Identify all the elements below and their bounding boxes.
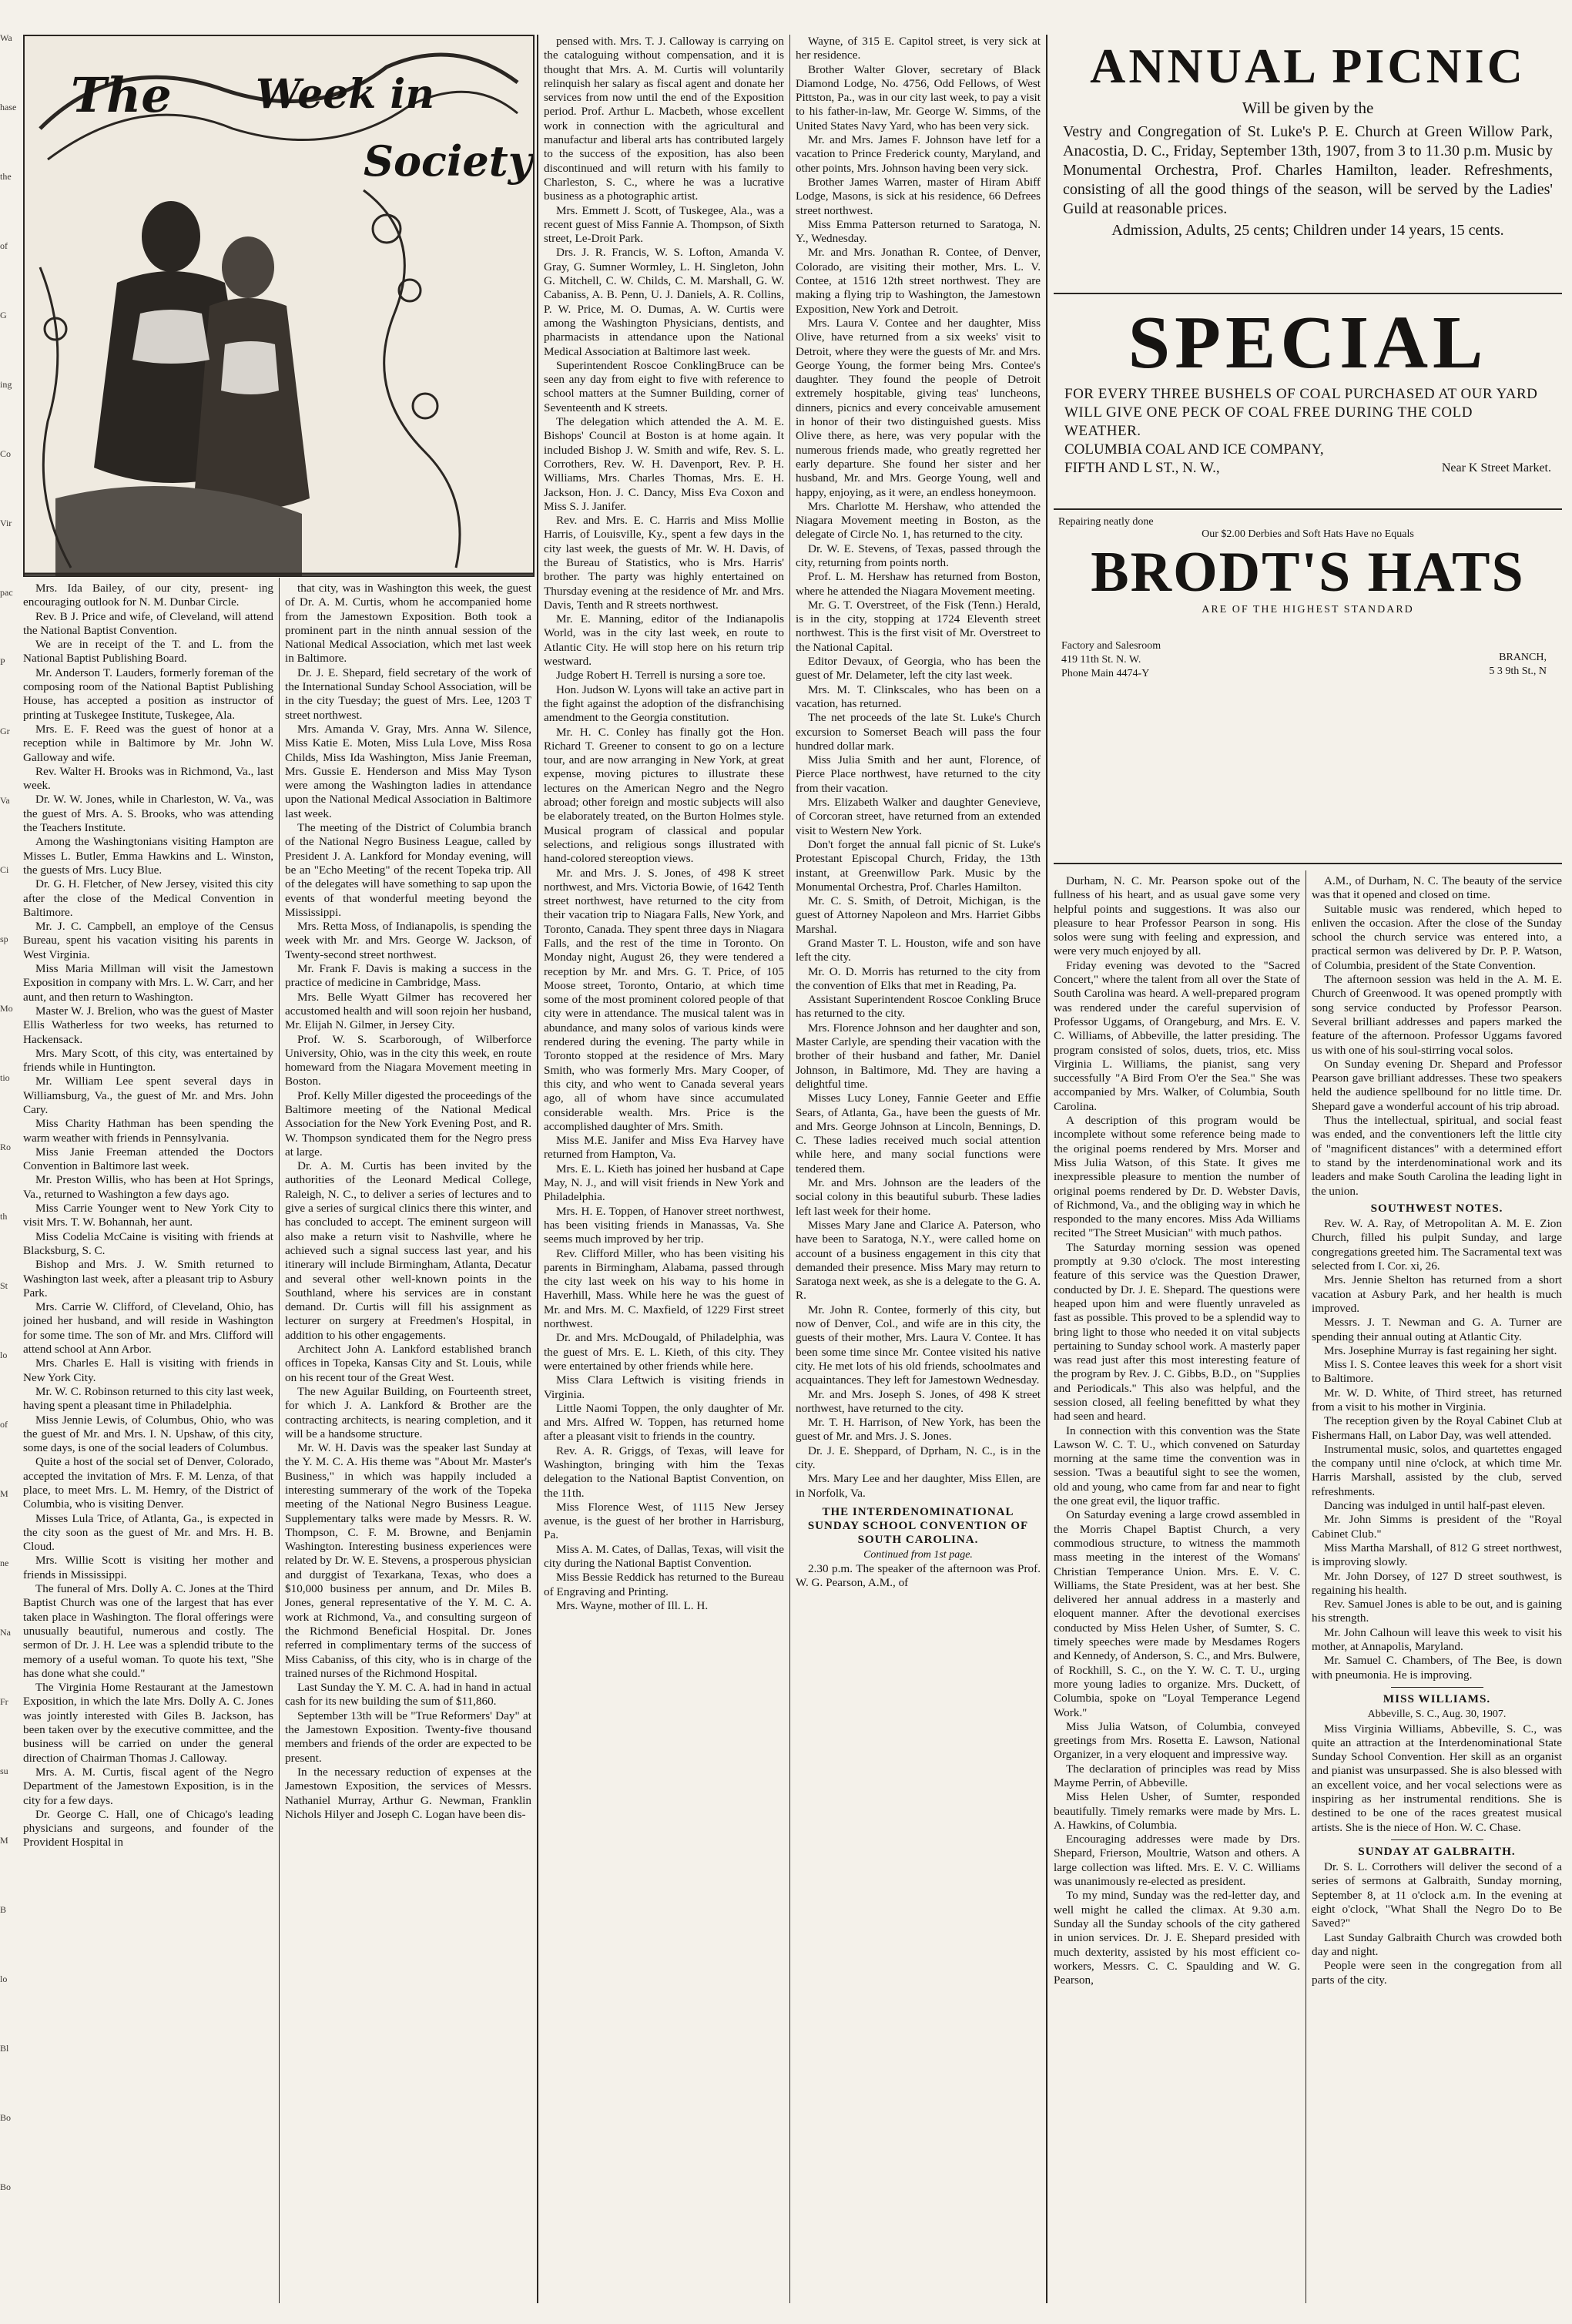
southwest-item: Rev. Samuel Jones is able to be out, and is gaining his strength. [1312,1598,1562,1625]
society-item: Mrs. M. T. Clinkscales, who has been on a vacation, has returned. [796,682,1041,710]
society-item: Mr. C. S. Smith, of Detroit, Michigan, is the guest of Attorney Napoleon and Mrs. Harriet Gibbs Marshal. [796,894,1041,936]
hats-branch: BRANCH, [1499,652,1547,663]
fragment-word: G [0,310,7,320]
society-item: The Virginia Home Restaurant at the Jamestown Exposition, in which the late Mrs. Dolly A. C. Jones was jointly interested with Giles B. Jackson, has been taken over by the executive committee, and the business will be carried on under the general direction of Chairman Thomas J. Calloway. [23,1681,273,1765]
picnic-admission: Admission, Adults, 25 cents; Children under 14 years, 15 cents. [1111,222,1504,239]
convention-paragraph: The declaration of principles was read by Miss Mayme Perrin, of Abbeville. [1054,1762,1300,1789]
southwest-item: Mr. W. D. White, of Third street, has returned from a visit to his mother in Virginia. [1312,1386,1562,1414]
hats-factory-block [1061,639,1161,681]
masthead-title-week: Week in [256,71,435,118]
sunday-school-heading: THE INTERDENOMINATIONAL SUNDAY SCHOOL CONVENTION OF SOUTH CAROLINA. [807,1505,1029,1546]
southwest-item: Instrumental music, solos, and quartettes engaged the company until nine o'clock, at which time Mr. Harris Marshall, assisted by the club, served refreshments. [1312,1442,1562,1498]
galbraith-notes [1312,1860,1562,1987]
galbraith-heading: SUNDAY AT GALBRAITH. [1358,1844,1516,1858]
society-item: Dr. G. H. Fletcher, of New Jersey, visited this city after the close of the Medical Convention in Baltimore. [23,877,273,919]
society-item: Misses Lucy Loney, Fannie Geeter and Effie Sears, of Atlanta, Ga., have been the guests of Mr. and Mrs. George Johnson at Lincoln, Bennings, D. C. These ladies received much social attention while here, and many social functions were tendered them. [796,1092,1041,1175]
society-item: Brother James Warren, master of Hiram Abiff Lodge, Masons, is sick at his residence, 66 Defrees street northwest. [796,175,1041,217]
section-divider [1391,1687,1483,1688]
hats-branch-block [1489,651,1547,679]
fragment-word: su [0,1766,8,1776]
southwest-item: Messrs. J. T. Newman and G. A. Turner are spending their annual outing at Atlantic City. [1312,1316,1562,1343]
galbraith-item: People were seen in the congregation from all parts of the city. [1312,1959,1562,1987]
society-item: Prof. W. S. Scarborough, of Wilberforce University, Ohio, was in the city this week, en route homeward from the Niagara Movement meeting in Boston. [285,1032,531,1088]
society-item: Miss Codelia McCaine is visiting with friends at Blacksburg, S. C. [23,1229,273,1257]
masthead-title-society: Society [364,136,533,186]
society-item: Mrs. Retta Moss, of Indianapolis, is spending the week with Mr. and Mrs. George W. Jackson, of Twenty-second street northwest. [285,920,531,961]
continued-note: Continued from 1st page. [863,1548,973,1561]
fragment-word: St [0,1280,8,1291]
brodts-hats-ad [1054,516,1562,864]
society-item: Mr. J. C. Campbell, an employe of the Census Bureau, spent his vacation visiting his parents in West Virginia. [23,920,273,961]
society-item: Miss Jennie Lewis, of Columbus, Ohio, who was the guest of Mr. and Mrs. I. N. Upshaw, of this city, some days, is one of the social leaders of Columbus. [23,1413,273,1455]
society-item: Editor Devaux, of Georgia, who has been the guest of Mr. Delameter, left the city last week. [796,655,1041,682]
southwest-item: Rev. W. A. Ray, of Metropolitan A. M. E. Zion Church, filled his pulpit Sunday, and large congregations greeted him. The Sacramental text was selected from I. Cor. xi, 26. [1312,1217,1562,1273]
convention-paragraph: Miss Helen Usher, of Sumter, responded beautifully. Timely remarks were made by Mrs. L. A. Hawkins, of Columbia. [1054,1790,1300,1832]
society-item: Mr. G. T. Overstreet, of the Fisk (Tenn.) Herald, is in the city, stopping at 1724 Eleventh street northwest. This is the first visit of Mr. Overstreet to the National Capital. [796,598,1041,654]
society-item: Misses Lula Trice, of Atlanta, Ga., is expected in the city soon as the guest of Mr. and Mrs. H. B. Cloud. [23,1511,273,1554]
special-address-row [1054,459,1562,478]
section-divider [1391,1839,1483,1840]
fragment-word: Co [0,448,12,459]
southwest-item: Mr. John Simms is president of the "Royal Cabinet Club." [1312,1513,1562,1541]
column-1 [23,582,273,2311]
hats-derbies: Our $2.00 Derbies and Soft Hats Have no Equals [1202,528,1414,540]
fragment-word: M [0,1835,8,1846]
convention-paragraph: Suitable music was rendered, which heped to enliven the occasion. After the close of the Sunday school the church service was entered into, a practical sermon was delivered by Dr. P. P. Watson, of Columbia, president of the State Convention. [1312,902,1562,972]
picnic-title: ANNUAL PICNIC [1090,39,1526,93]
society-item: Mr. H. C. Conley has finally got the Hon. Richard T. Greener to consent to go on a lecture tour, and are now arranging in New York, at great expense, moving pictures to illustrate these lectures on the American Negro and the Negro abroad; other foreign and mostic subjects will also be elaborately treated, on the Burton Holmes style. Musical program of classical and popular selections, and religious songs illustrated with hand-colored stereoption views. [544,725,784,866]
galbraith-item: Dr. S. L. Corrothers will deliver the second of a series of sermons at Galbraith, Sunday morning, September 8, at 11 o'clock a.m. In the evening at eight o'clock, "What Shall the Negro Do to Be Saved?" [1312,1860,1562,1930]
miss-williams-heading: MISS WILLIAMS. [1383,1692,1491,1705]
fragment-word: M [0,1488,8,1499]
fragment-word: Mo [0,1003,13,1014]
society-item: Dr. J. E. Sheppard, of Dprham, N. C., is in the city. [796,1444,1041,1471]
hats-branch-address: 5 3 9th St., N [1489,666,1547,677]
fragment-word: Na [0,1627,11,1638]
society-item: Among the Washingtonians visiting Hampton are Misses L. Butler, Emma Hawkins and L. Winston, the guests of Mrs. Lucy Blue. [23,835,273,877]
society-item: Miss Clara Leftwich is visiting friends in Virginia. [544,1373,784,1401]
column-3 [544,35,784,2311]
society-item: Mrs. E. F. Reed was the guest of honor at a reception while in Baltimore by Mr. John W. Galloway and wife. [23,722,273,764]
society-item: Mrs. Mary Scott, of this city, was entertained by friends while in Huntington. [23,1046,273,1075]
southwest-item: Miss Martha Marshall, of 812 G street northwest, is improving slowly. [1312,1541,1562,1569]
column-4 [796,35,1041,2311]
society-item: Mr. and Mrs. J. S. Jones, of 498 K street northwest, and Mrs. Victoria Bowie, of 1642 Tenth street northwest, have returned to the city from their vacation trip to Niagara Falls, New York, and Toronto, Canada. They spent three days in Niagara Falls, and the rest of the time in Toronto. On Monday night, August 26, they were tendered a reception by Mr. and Mrs. G. T. Price, of 105 Moose street, Toronto, Ontario, at which time some of the most prominent colored people of that city were in attendance. The musical talent was in abundance, and many solos of various kinds were rendered during the evening. The party while in Toronto stopped at the residence of Mrs. Mary Smith, who was formerly Mrs. Mary Cooper, of this city, and who went to Canada several years ago, all of whom have since accumulated considerable wealth. Mrs. Price is the accomplished daughter of Mrs. Smith. [544,866,784,1133]
special-body: FOR EVERY THREE BUSHELS OF COAL PURCHASED AT OUR YARD WILL GIVE ONE PECK OF COAL FREE DURING THE COLD WEATHER. [1064,386,1538,439]
society-item: Dr. W. W. Jones, while in Charleston, W. Va., was the guest of Mrs. A. S. Brooks, who was attending the Teachers Institute. [23,793,273,835]
fragment-word: the [0,171,12,182]
society-item: Mrs. Ida Bailey, of our city, present- ing encouraging outlook for N. M. Dunbar Circle. [23,582,273,609]
society-item: Hon. Judson W. Lyons will take an active part in the fight against the adoption of the disfranchising amendment to the Georgia constitution. [544,682,784,725]
society-item: The delegation which attended the A. M. E. Bishops' Council at Boston is at home again. It included Bishop J. W. Smith and wife, Rev. S. L. Corrothers, Rev. W. H. Davenport, Rev. P. H. Williams, Mrs. Charles Thomas, Mrs. E. H. Jackson, Hon. J. C. Dancy, Miss Eva Coxon and Miss S. J. Janifer. [544,415,784,513]
society-item: Mrs. Charlotte M. Hershaw, who attended the Niagara Movement meeting in Boston, as the delegate of Circle No. 1, has returned to the city. [796,499,1041,542]
southwest-item: Mrs. Jennie Shelton has returned from a short vacation at Asbury Park, and her health is much improved. [1312,1273,1562,1315]
society-item: Miss A. M. Cates, of Dallas, Texas, will visit the city during the National Baptist Convention. [544,1542,784,1571]
convention-paragraph: Miss Julia Watson, of Columbia, conveyed greetings from Mrs. Rosetta E. Lawson, National Organizer, in a very eloquent and impressive way. [1054,1719,1300,1762]
adjacent-page-fragment [0,31,20,2311]
column-4-items [796,35,1041,1501]
column-rule [537,35,538,2303]
southwest-notes [1312,1217,1562,1682]
society-item: Miss M.E. Janifer and Miss Eva Harvey have returned from Hampton, Va. [544,1134,784,1162]
society-item: In the necessary reduction of expenses at the Jamestown Exposition, the services of Messrs. Nathaniel Murray, Arthur G. Newman, Franklin Nichols Hilyer and Joseph C. Logan have been dis- [285,1765,531,1821]
picnic-line: Will be given by the [1242,99,1374,117]
society-item: Dr. W. E. Stevens, of Texas, passed through the city, returning from points north. [796,542,1041,569]
picnic-body: Vestry and Congregation of St. Luke's P. E. Church at Green Willow Park, Anacostia, D. C., Friday, September 13th, 1907, from 3 to 11.30 p.m. Music by Monumental Orchestra, Prof. Charles Hamilton, leader. Refreshments, consisting of all the good things of the season, will be served by the Ladies' Guild at reasonable prices. [1063,123,1553,217]
society-item: Mrs. A. M. Curtis, fiscal agent of the Negro Department of the Jamestown Exposition, is in the city for a few days. [23,1765,273,1807]
fragment-word: th [0,1211,8,1222]
fragment-word: Va [0,795,10,806]
society-item: Mrs. H. E. Toppen, of Hanover street northwest, has been visiting friends in Manassas, Va. She seems much improved by her trip. [544,1204,784,1246]
society-item: Miss Bessie Reddick has returned to the Bureau of Engraving and Printing. [544,1571,784,1598]
masthead-title-the: The [71,67,172,123]
society-item: Rev. B J. Price and wife, of Cleveland, will attend the National Baptist Convention. [23,609,273,637]
hats-phone: Phone Main 4474-Y [1061,668,1150,679]
society-item: Rev. A. R. Griggs, of Texas, will leave for Washington, bringing with him the Texas delegation to the National Baptist Convention, on the 11th. [544,1444,784,1500]
convention-paragraph: Friday evening was devoted to the "Sacred Concert," where the talent from all over the State of South Carolina was heard. A well-prepared program was rendered under the careful supervision of Professor Uggams, of Orangeburg, and Mrs. E. V. C. Williams, of Abbeville, the latter presiding. The program consisted of solos, duets, trios, etc. Miss Virginia L. Williams, the pianist, sang very successfully "A Bird From O'er the Sea." She was accompanied by Mrs. Walker, of Columbia, South Carolina. [1054,958,1300,1113]
society-item: Mr. W. H. Davis was the speaker last Sunday at the Y. M. C. A. His theme was "About Mr. Master's Business," in which was happily included a interesting summerary of the work of the Topeka meeting of the National Negro Business League. Supplementary talks were made by Messrs. R. W. Thompson, C. F. M. Browne, and Benjamin Washington. Interesting business experiences were related by Dr. W. E. Stevens, a prosperous physician and durggist of Texarkana, Texas, who does a $10,000 business per annum, and Dr. Miles B. Jones, general representative of the Y. M. C. A. work at Richmond, Va., and consulting surgeon of the Richmond Beneficial Hospital. Dr. Jones referred in complimentary terms of the success of Miss Cabaniss, of this city, who is in charge of the trained nurses of the Richmond Hospital. [285,1441,531,1680]
southwest-item: Miss I. S. Contee leaves this week for a short visit to Baltimore. [1312,1358,1562,1386]
column-6 [1312,874,1562,2307]
southwest-notes-heading: SOUTHWEST NOTES. [1370,1201,1503,1215]
society-item: Miss Florence West, of 1115 New Jersey avenue, is the guest of her brother in Harrisburg, Pa. [544,1500,784,1542]
column-rule [789,35,790,2303]
fragment-word: ne [0,1558,9,1568]
society-item: Mr. and Mrs. Joseph S. Jones, of 498 K street northwest, have returned to the city. [796,1387,1041,1415]
society-item: Master W. J. Brelion, who was the guest of Master Ellis Watherless for two weeks, has returned to Hackensack. [23,1004,273,1046]
fragment-word: Gr [0,726,10,736]
society-item: Rev. Walter H. Brooks was in Richmond, Va., last week. [23,764,273,793]
society-item: Mr. Preston Willis, who has been at Hot Springs, Va., returned to Washington a few days ago. [23,1173,273,1201]
convention-paragraph: A description of this program would be incomplete without some reference being made to the original poems rendered by Mrs. Morser and Miss Julia Watson, of this State. It gives me inexpressible pleasure to mention the number of original poems rendered by Dr. D. Webster Davis, of Richmond, Va., and the obliging way in which he responded to the many encores. Miss Ada Williams recited "The Street Musician" with much pathos. [1054,1114,1300,1240]
convention-paragraph: On Sunday evening Dr. Shepard and Professor Pearson gave brilliant addresses. These two speakers held the audience spellbound for no little time. Dr. Shepard gave a wonderful account of his trip abroad. [1312,1057,1562,1113]
fragment-word: hase [0,102,17,112]
society-item: Mrs. Emmett J. Scott, of Tuskegee, Ala., was a recent guest of Miss Fannie A. Thompson, of Sixth street, Le-Droit Park. [544,203,784,246]
fragment-word: Wa [0,32,12,43]
society-item: September 13th will be "True Reformers' Day" at the Jamestown Exposition. Twenty-five thousand members and friends of the order are expected to be present. [285,1709,531,1765]
society-item: Mr. Anderson T. Lauders, formerly foreman of the composing room of the National Baptist Publishing House, has accepted a position as instructor of printing at Tuskegee Institute, Tuskegee, Ala. [23,666,273,722]
society-item: Mrs. Amanda V. Gray, Mrs. Anna W. Silence, Miss Katie E. Moten, Miss Lula Love, Miss Rosa Childs, Miss Ida Washington, Miss Janie Freeman, Mrs. Gussie E. Henderson and Miss May Tyson were among the Washington ladies in attendance upon the National Medical Association in Baltimore last week. [285,722,531,820]
hats-repair: Repairing neatly done [1058,516,1154,528]
society-item: Quite a host of the social set of Denver, Colorado, accepted the invitation of Mrs. F. M. Lenza, of that place, to meet Mrs. L. M. Hemry, of the District of Columbia, who is visiting Denver. [23,1455,273,1511]
fragment-word: Ro [0,1142,12,1152]
galbraith-item: Last Sunday Galbraith Church was crowded both day and night. [1312,1930,1562,1958]
sunday-school-lead: 2.30 p.m. The speaker of the afternoon was Prof. W. G. Pearson, A.M., of [796,1562,1041,1590]
society-item: Miss Maria Millman will visit the Jamestown Exposition in company with Mrs. L. W. Carr, and her aunt, and then return to Washington. [23,962,273,1004]
society-item: Mrs. Wayne, mother of Ill. L. H. [556,1598,709,1612]
fragment-word: of [0,1419,8,1430]
society-item: Mr. John R. Contee, formerly of this city, but now of Denver, Col., and wife are in this city, the guests of their mother, Mrs. Laura V. Contee. It has been some time since Mr. Contee visited his native city. He met lots of his old friends, schoolmates and acquaintances. They left for Jamestown Wednesday. [796,1303,1041,1387]
society-item: Mr. W. C. Robinson returned to this city last week, having spent a pleasant time in Philadelphia. [23,1384,273,1413]
society-item: that city, was in Washington this week, the guest of Dr. A. M. Curtis, whom he accompanied home from the Jamestown Exposition. Both took a prominent part in the ninth annual session of the National Medical Association, which met last week in Baltimore. [285,582,531,666]
column-rule [279,578,280,2303]
society-item: Miss Emma Patterson returned to Saratoga, N. Y., Wednesday. [796,217,1041,246]
society-item: Mrs. Laura V. Contee and her daughter, Miss Olive, have returned from a six weeks' visit to Detroit, where they were the guests of Mr. and Mrs. George Young, the former being Mrs. Contee's daughter. They found the people of Detroit extremely hospitable, giving teas' luncheons, dinners, picnics and every conceivable amusement in honor of their two distinguished guests. Miss Olive there, as here, was very popular with the numerous friends made, who greatly regretted her early departure. She found her sister and her husband, Mr. and Mrs. George Young, well and happy, enjoying, as it were, an endless honeymoon. [796,316,1041,499]
society-item: Last Sunday the Y. M. C. A. had in hand in actual cash for its new building the sum of $11,860. [285,1681,531,1709]
fragment-word: Bl [0,2043,9,2054]
society-item: Judge Robert H. Terrell is nursing a sore toe. [556,669,766,682]
hats-tagline: ARE OF THE HIGHEST STANDARD [1202,604,1414,615]
society-item: Mr. O. D. Morris has returned to the city from the convention of Elks that met in Reading, Pa. [796,964,1041,992]
convention-paragraph: On Saturday evening a large crowd assembled in the Morris Chapel Baptist Church, a very commodious structure, to witness the mammoth mass meeting in the interest of the Womans' Christian Temperance Union. Mrs. E. V. C. Williams, the State President, was at her best. She delivered her annual address in a masterly and eloquent manner. After the devotional exercises conducted by Miss Helen Usher, of Sumter, S. C. timely speeches were made by Mesdames Rogers and Kennedy, of Anderson, S. C., and Mrs. Bulwere, of Rockhill, S. C., on the Y. W. C. T. U., urging more young ladies to organize. Mrs. Duckett, of Columbia, spoke on "Loyal Temperance Legend Work." [1054,1508,1300,1719]
society-item: Mrs. Charles E. Hall is visiting with friends in New York City. [23,1357,273,1384]
fragment-word: Bo [0,2181,12,2192]
society-item: Miss Janie Freeman attended the Doctors Convention in Baltimore last week. [23,1145,273,1173]
society-item: Bishop and Mrs. J. W. Smith returned to Washington last week, after a pleasant trip to Asbury Park. [23,1258,273,1299]
society-item: Mrs. E. L. Kieth has joined her husband at Cape May, N. J., and will visit friends in New York and Philadelphia. [544,1162,784,1204]
society-item: Assistant Superintendent Roscoe Conkling Bruce has returned to the city. [796,993,1041,1021]
society-item: Don't forget the annual fall picnic of St. Luke's Protestant Episcopal Church, Friday, the 13th instant, at Greenwillow Park. Music by the Monumental Orchestra, Prof. Charles Hamilton. [796,837,1041,894]
special-address: FIFTH AND L ST., N. W., [1064,460,1220,476]
southwest-item: Mr. John Dorsey, of 127 D street southwest, is regaining his health. [1312,1569,1562,1597]
society-item: Mr. Frank F. Davis is making a success in the practice of medicine in Cambridge, Mass. [285,962,531,990]
society-item: Mrs. Willie Scott is visiting her mother and friends in Mississippi. [23,1554,273,1581]
convention-paragraph: A.M., of Durham, N. C. The beauty of the service was that it opened and closed on time. [1312,874,1562,902]
society-item: Dr. J. E. Shepard, field secretary of the work of the International Sunday School Association, will be in the city Tuesday; the guest of Mrs. Lee, 1203 T street northwest. [285,666,531,722]
society-item: Mrs. Carrie W. Clifford, of Cleveland, Ohio, has joined her husband, and will reside in Washington for some time. The son of Mr. and Mrs. Clifford will attend school at Ann Arbor. [23,1300,273,1357]
society-item: Mr. William Lee spent several days in Williamsburg, Va., the guest of Mr. and Mrs. John Cary. [23,1075,273,1116]
society-item: The net proceeds of the late St. Luke's Church excursion to Somerset Beach will pass the four hundred dollar mark. [796,711,1041,753]
fragment-word: Fr [0,1696,8,1707]
society-item: Superintendent Roscoe ConklingBruce can be seen any day from eight to five with reference to school matters at the Sumner Building, corner of Seventeenth and K streets. [544,358,784,414]
hats-factory: Factory and Salesroom [1061,640,1161,652]
annual-picnic-ad [1054,39,1562,294]
society-item: Little Naomi Toppen, the only daughter of Mr. and Mrs. Alfred W. Toppen, has returned home after a pleasant visit to friends in the country. [544,1401,784,1444]
fragment-word: pac [0,587,13,598]
special-company: COLUMBIA COAL AND ICE COMPANY, [1064,441,1324,458]
society-item: Mrs. Mary Lee and her daughter, Miss Ellen, are in Norfolk, Va. [796,1472,1041,1500]
fragment-word: of [0,240,8,251]
society-item: Dr. George C. Hall, one of Chicago's leading physicians and surgeons, and founder of the Provident Hospital in [23,1807,273,1849]
society-item: Drs. J. R. Francis, W. S. Lofton, Amanda V. Gray, G. Sumner Wormley, L. H. Singleton, John G. Mitchell, C. W. Childs, C. M. Marshall, G. W. Cabaniss, A. B. Penn, U. J. Daniels, A. R. Collins, P. W. Price, M. O. Dumas, A. W. Curtis were among the Washington Physicians, dentists, and pharmacists in attendance upon the National Medical Association at Baltimore last week. [544,246,784,358]
column-5 [1054,874,1300,2307]
convention-paragraph: In connection with this convention was the State Lawson W. C. T. U., which convened on Saturday morning at the same time the convention was in session. 'Twas a beautiful sight to see the women, old and young, who came from far and near to fight the one great evil, the liquor traffic. [1054,1424,1300,1508]
fragment-word: B [0,1904,7,1915]
society-item: Miss Carrie Younger went to New York City to visit Mrs. T. W. Bohannah, her aunt. [23,1202,273,1229]
society-item: Dr. and Mrs. McDougald, of Philadelphia, was the guest of Mrs. E. L. Kieth, of this city. They were entertained by other friends while here. [544,1331,784,1373]
society-item: Mrs. Elizabeth Walker and daughter Genevieve, of Corcoran street, have returned from an extended visit to Western New York. [796,796,1041,837]
special-near: Near K Street Market. [1441,461,1551,475]
society-item: The funeral of Mrs. Dolly A. C. Jones at the Third Baptist Church was one of the largest that has ever taken place in Washington. The floral offerings were unusually beautiful, numerous and costly. The sermon of Dr. J. H. Lee was a splendid tribute to the memory of a useful woman. To quote his text, "She has done what she could." [23,1582,273,1680]
fragment-word: Bo [0,2112,12,2123]
society-item: Prof. Kelly Miller digested the proceedings of the Baltimore meeting of the National Medical Association for the New York Evening Post, and R. W. Thompson syndicated them for the Negro press at large. [285,1088,531,1159]
society-item: Mrs. Florence Johnson and her daughter and son, Master Carlyle, are spending their vacation with the brother of their husband and father, Mr. Daniel Johnson, in Baltimore, Md. They are having a delightful time. [796,1021,1041,1091]
society-item: Mr. E. Manning, editor of the Indianapolis World, was in the city last week, en route to Atlantic City. He will stop here on his return trip westward. [544,612,784,669]
society-item: Miss Charity Hathman has been spending the warm weather with friends in Pennsylvania. [23,1117,273,1145]
fragment-word: lo [0,1350,8,1360]
southwest-item: Mrs. Josephine Murray is fast regaining her sight. [1324,1343,1557,1357]
society-item: Brother Walter Glover, secretary of Black Diamond Lodge, No. 4756, Odd Fellows, of West Pittston, Pa., was in our city last week, to pay a visit to his father-in-law, Mr. George W. Simms, of the United States Navy Yard, who has been very sick. [796,62,1041,132]
column-rule [1046,35,1047,2303]
society-item: Miss Julia Smith and her aunt, Florence, of Pierce Place northwest, have returned to the city from their vacation. [796,753,1041,795]
special-coal-ad [1054,300,1562,510]
hats-address: 419 11th St. N. W. [1061,654,1141,666]
week-in-society-masthead [23,35,535,577]
society-item: Mr. and Mrs. Jonathan R. Contee, of Denver, Colorado, are visiting their mother, Mrs. L. V. Contee, at 1516 12th street northwest. They are making a flying trip to Washington, the Jamestown Exposition, New York and Detroit. [796,246,1041,316]
society-item: Rev. and Mrs. E. C. Harris and Miss Mollie Harris, of Louisville, Ky., spent a few days in the city last week, the guests of Mr. W. H. Davis, of the Bureau of Statistics, who is Mrs. Harris' brother. The party was highly entertained on Thursday evening at the residence of Mr. and Mrs. Davis, Tenth and R streets northwest. [544,514,784,612]
convention-paragraph: Thus the intellectual, spiritual, and social feast was ended, and the conventioners left the little city of "magnificent distances" with a determined effort to stand by the interdenominational work and its leaders and make South Carolina the leading light in the union. [1312,1114,1562,1198]
column-2 [285,582,531,2311]
southwest-item: Dancing was indulged in until half-past eleven. [1324,1499,1546,1513]
miss-williams-dateline: Abbeville, S. C., Aug. 30, 1907. [1367,1709,1507,1721]
southwest-item: Mr. John Calhoun will leave this week to visit his mother, at Annapolis, Maryland. [1312,1625,1562,1654]
society-item: Dr. A. M. Curtis has been invited by the authorities of the Leonard Medical College, Raleigh, N. C., to deliver a series of lectures and to give a series of surgical clinics there this winter, and has concluded to accept. The eminent surgeon will also make a return visit to Nashville, where he achieved such a signal success last year, and his itinerary will include Birmingham, Atlanta, Decatur and several other well-known points in the Southland, where his services are in constant demand. Dr. Curtis will fill his assignment as lecturer on surgery at Freedmen's Hospital, in addition to his other engagements. [285,1159,531,1342]
society-item: Grand Master T. L. Houston, wife and son have left the city. [796,937,1041,964]
fragment-word: lo [0,1974,8,1984]
society-item: Mr. and Mrs. Johnson are the leaders of the social colony in this beautiful suburb. These ladies left last week for their home. [796,1176,1041,1218]
society-item: Architect John A. Lankford established branch offices in Topeka, Kansas City and St. Louis, while on his recent tour of the Great West. [285,1343,531,1384]
society-item: Misses Mary Jane and Clarice A. Paterson, who have been to Saratoga, N.Y., were called home on account of a business engagement in this city that demanded their presence. Miss Mary may return to Saratoga next week, as she is a delegate to the G. A. R. [796,1218,1041,1303]
convention-paragraph: To my mind, Sunday was the red-letter day, and well might he called the climax. At 9.30 a.m. Sunday all the Sunday schools of the city gathered in union services. Dr. J. E. Shepard presided with much dexterity, assisted by his most efficient co-workers, Messrs. C. C. Spaulding and W. G. Pearson, [1054,1889,1300,1987]
hats-title: BRODT'S HATS [1091,541,1525,604]
fragment-word: sp [0,934,8,944]
column-6-items [1312,874,1562,1199]
society-item: pensed with. Mrs. T. J. Calloway is carrying on the cataloguing without compensation, and it is thought that Mrs. A. M. Curtis will voluntarily relinquish her salary as fiscal agent and donate her services from now until the end of the Exposition period. Prof. Arthur L. Macbeth, whose excellent work in connection with the agricultural and manufactur and liberal arts has contributed largely to the success of the exposition, has also been discontinued and will return with his family to Charleston, S. C., where he was a lucrative business as a photographic artist. [544,35,784,203]
society-item: Rev. Clifford Miller, who has been visiting his parents in Birmingham, Alabama, passed through the city last week on his way to his home in Haverhill, Mass. While here he was the guest of Mr. and Mrs. M. C. Maxfield, of 1229 First street northwest. [544,1246,784,1331]
miss-williams-body: Miss Virginia Williams, Abbeville, S. C., was quite an attraction at the Interdenominational State Sunday School Convention. Her skill as an organist and pianist was unsurpassed. She is also blessed with an excellent voice, and her vocal selections were as inspiring as her instrumental renditions. She is destined to be one of the races greatest musical artists. She is the niece of Hon. W. C. Chase. [1312,1722,1562,1834]
southwest-item: The reception given by the Royal Cabinet Club at Fishermans Hall, on Labor Day, was well attended. [1312,1414,1562,1442]
society-item: Prof. L. M. Hershaw has returned from Boston, where he attended the Niagara Movement meeting. [796,570,1041,598]
convention-paragraph: Durham, N. C. Mr. Pearson spoke out of the fullness of his heart, and as usual gave some very helpful points and suggestions. It was also our pleasure to hear Professor Pearson in song. His solos were sung with feeling and expression, and were very much enjoyed by all. [1054,874,1300,958]
special-title: SPECIAL [1128,301,1488,384]
society-item: Mrs. Belle Wyatt Gilmer has recovered her accustomed health and will soon rejoin her husband, Mr. Elijah N. Gilmer, in Jersey City. [285,990,531,1032]
fragment-word: P [0,656,5,667]
southwest-item: Mr. Samuel C. Chambers, of The Bee, is down with pneumonia. He is improving. [1312,1654,1562,1682]
society-item: The new Aguilar Building, on Fourteenth street, for which J. A. Lankford & Brother are the contracting architects, is nearing completion, and it will be a handsome structure. [285,1384,531,1440]
convention-paragraph: The afternoon session was held in the A. M. E. Church of Greenwood. It was opened promptly with song service conducted by Professor Pearson. Several brilliant addresses and papers marked the feature of the afternoon. Professor Uggams favored us with one of his soul-stirring vocal solos. [1312,973,1562,1057]
fragment-word: ing [0,379,12,390]
fragment-word: tio [0,1072,10,1083]
society-item: We are in receipt of the T. and L. from the National Baptist Publishing Board. [23,638,273,666]
fragment-word: Ci [0,864,9,875]
society-item: Mr. T. H. Harrison, of New York, has been the guest of Mr. and Mrs. J. S. Jones. [796,1416,1041,1444]
society-item: Wayne, of 315 E. Capitol street, is very sick at her residence. [796,35,1041,62]
convention-paragraph: Encouraging addresses were made by Drs. Shepard, Frierson, Moultrie, Watson and others. A large collection was lifted. Mrs. E. V. C. Williams was unanimously re-elected as president. [1054,1833,1300,1889]
society-item: Mr. and Mrs. James F. Johnson have letf for a vacation to Prince Frederick county, Maryland, and other points, Mrs. Johnson having been very sick. [796,133,1041,175]
convention-paragraph: The Saturday morning session was opened promptly at 9.30 o'clock. The most interesting feature of this service was the Question Drawer, conducted by Dr. J. E. Shepard. The questions were heaped upon him and were fluently unraveled as fast as possible. This proved to be a splendid way to bring light to those who needed it on vital subjects pertaining to Sunday school work. A masterly paper was read just after this most interesting feature of the program by Rev. J. C. Gibbs, B.D., on "Supplies and Periodicals." This also was helpful, and the session closed, all feeling benefitted by what they had seen and heard. [1054,1240,1300,1424]
fragment-word: Vir [0,518,12,528]
society-item: The meeting of the District of Columbia branch of the National Negro Business League, called by President J. A. Lankford for Monday evening, will be an "Echo Meeting" of the recent Topeka trip. All of the delegates will have something to sap upon the events of that wonderful meeting beyond the Mississippi. [285,821,531,919]
